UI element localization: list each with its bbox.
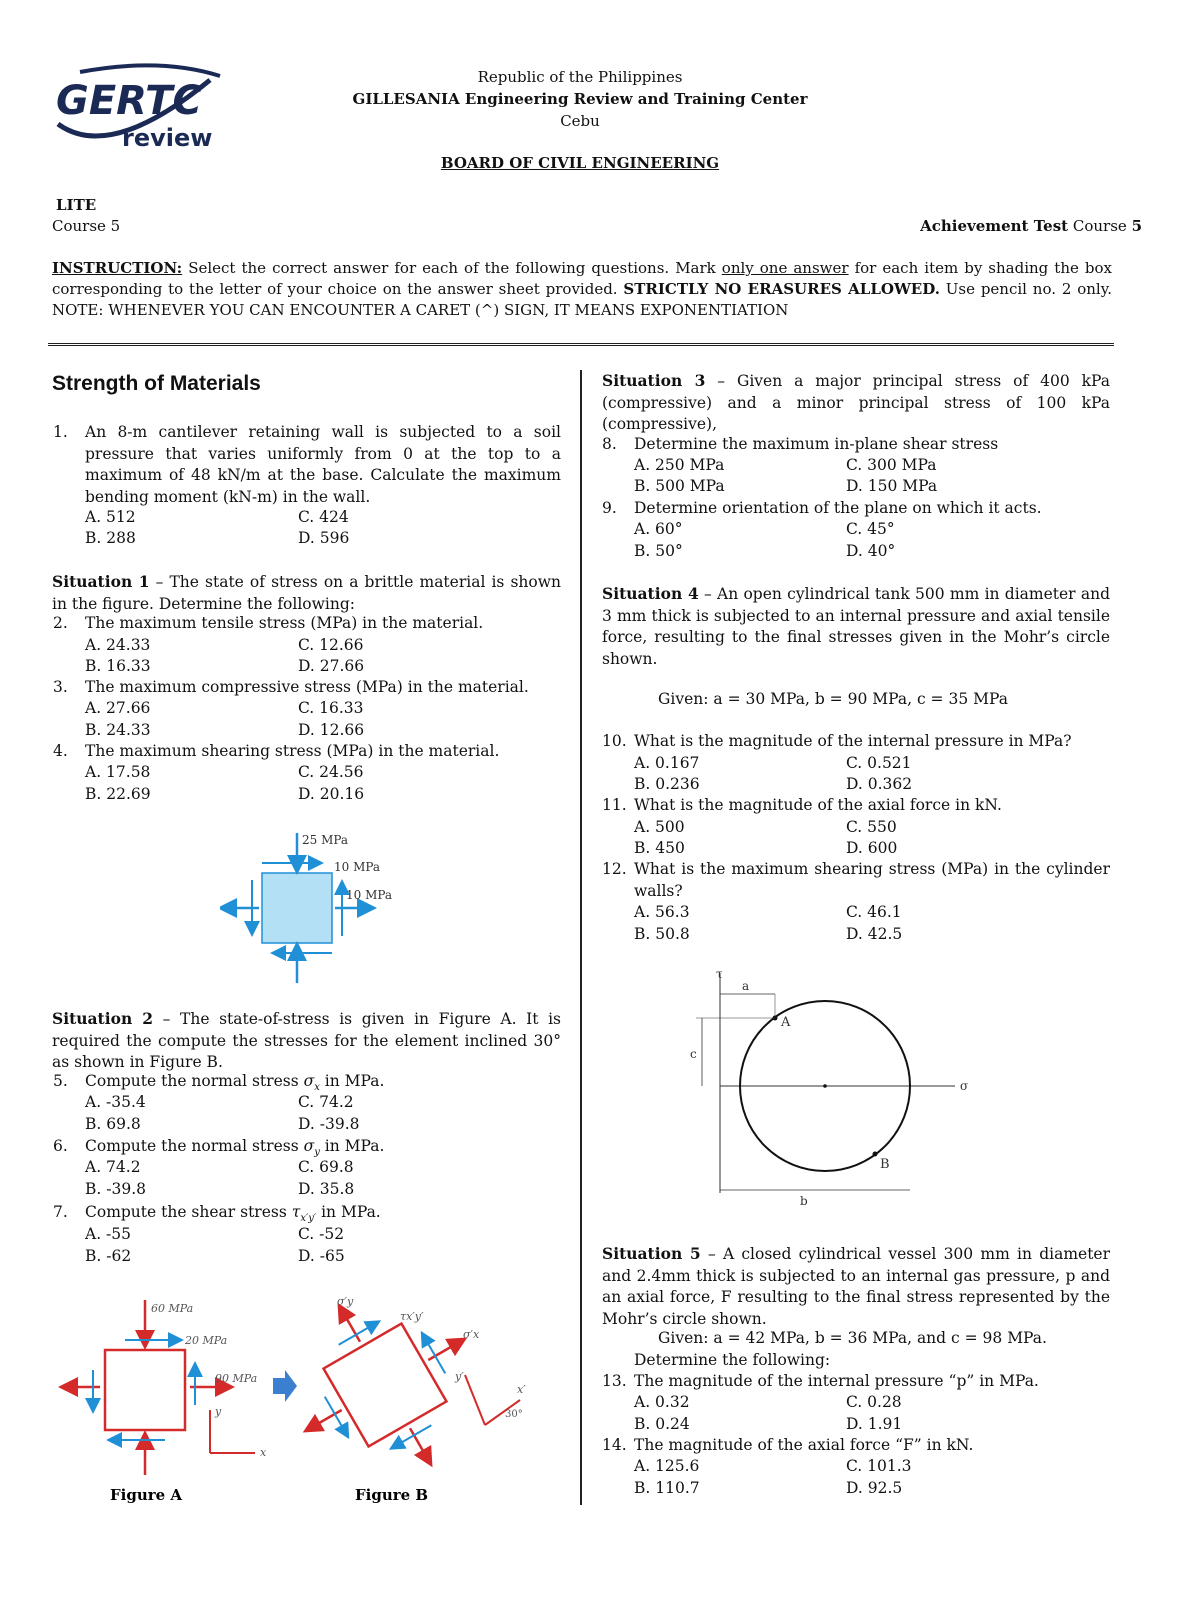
x-prime-label: x′	[517, 1383, 526, 1396]
figure-a	[63, 1300, 267, 1504]
stress-element-figure	[220, 828, 420, 988]
situation-4	[602, 583, 1110, 670]
option-d: D. -65	[298, 1247, 345, 1265]
situation-text: – An open cylindrical tank 500 mm in diameter and 3 mm thick is subjected to an internal pressure and axial tensile force, resulting to the final stresses given in the Mohr’s circle shown.	[602, 585, 1110, 668]
label-point-a: A	[781, 1015, 791, 1030]
label-b: b	[800, 1194, 808, 1208]
tau-label: τx′y′	[400, 1310, 424, 1323]
option-d: D. 42.5	[846, 925, 903, 943]
question-number: 11.	[602, 796, 627, 814]
option-d: D. 150 MPa	[846, 477, 938, 495]
situation-3	[602, 370, 1110, 436]
situation-label: Situation 3	[602, 371, 706, 390]
question-text: What is the magnitude of the axial force in kN.	[634, 796, 1002, 814]
option-c: C. 300 MPa	[846, 456, 937, 474]
option-c: C. 101.3	[846, 1457, 912, 1475]
situation-label: Situation 2	[52, 1009, 154, 1028]
option-a: A. 17.58	[85, 763, 151, 781]
question-text: Compute the shear stress	[85, 1203, 287, 1221]
label-25mpa: 25 MPa	[302, 833, 349, 847]
logo-text: GERTC	[56, 78, 202, 124]
option-b: B. 24.33	[85, 721, 151, 739]
question-text: Determine orientation of the plane on which it acts.	[634, 499, 1042, 517]
question-post: in MPa.	[321, 1203, 381, 1221]
option-b: B. 0.24	[634, 1415, 690, 1433]
option-b: B. -62	[85, 1247, 132, 1265]
question-number: 4.	[53, 742, 68, 760]
situation-text: – The state of stress on a brittle material is shown in the figure. Determine the following:	[52, 573, 561, 613]
question-text: The maximum tensile stress (MPa) in the material.	[85, 614, 484, 632]
symbol-sub: x′y′	[300, 1213, 317, 1225]
option-a: A. 56.3	[634, 903, 690, 921]
given-4: Given: a = 30 MPa, b = 90 MPa, c = 35 MPa	[658, 690, 1008, 708]
question-8	[602, 434, 999, 456]
option-a: A. -55	[85, 1225, 132, 1243]
given-5: Given: a = 42 MPa, b = 36 MPa, and c = 98 MPa.	[658, 1329, 1047, 1347]
question-number: 3.	[53, 678, 68, 696]
option-d: D. 92.5	[846, 1479, 903, 1497]
test-label: Achievement Test	[920, 217, 1069, 235]
label-point-b: B	[880, 1157, 890, 1172]
option-b: B. 22.69	[85, 785, 151, 803]
question-text: Compute the normal stress	[85, 1072, 299, 1090]
option-a: A. 24.33	[85, 636, 151, 654]
question-text: The maximum shearing stress (MPa) in the material.	[85, 742, 500, 760]
achievement-test	[920, 215, 1142, 237]
option-d: D. 1.91	[846, 1415, 903, 1433]
situation-text: – A closed cylindrical vessel 300 mm in diameter and 2.4mm thick is subjected to an internal gas pressure, p and an axial force, F resulting to the final stress represented by the Mohr’s circle shown.	[602, 1245, 1111, 1328]
question-3	[53, 677, 529, 699]
situation-label: Situation 1	[52, 572, 150, 591]
symbol-sub: y	[314, 1147, 320, 1159]
y-prime-label: y′	[455, 1370, 464, 1383]
question-14	[602, 1435, 974, 1457]
question-text: The magnitude of the axial force “F” in kN.	[634, 1436, 974, 1454]
point-b	[873, 1152, 878, 1157]
label-a: a	[742, 979, 750, 993]
option-b: B. 50.8	[634, 925, 690, 943]
situation-text: – Given a major principal stress of 400 kPa (compressive) and a minor principal stress of 100 kPa (compressive),	[602, 372, 1111, 433]
option-c: C. 45°	[846, 520, 895, 538]
label-20mpa: 20 MPa	[185, 1334, 228, 1347]
figure-a-caption: Figure A	[110, 1486, 183, 1504]
logo	[50, 62, 225, 162]
situation-1	[52, 571, 561, 615]
center-name: GILLESANIA Engineering Review and Training Center	[352, 90, 808, 108]
question-number: 8.	[602, 435, 617, 453]
option-b: B. -39.8	[85, 1180, 146, 1198]
option-c: C. 12.66	[298, 636, 364, 654]
question-number: 9.	[602, 499, 617, 517]
test-num: 5	[1131, 217, 1142, 235]
question-number: 5.	[53, 1072, 68, 1090]
option-b: B. 110.7	[634, 1479, 700, 1497]
question-text: Compute the normal stress	[85, 1137, 299, 1155]
angle-label: 30°	[505, 1409, 523, 1420]
option-d: D. -39.8	[298, 1115, 360, 1133]
situation-label: Situation 4	[602, 584, 699, 603]
label-10mpa-normal: 10 MPa	[346, 888, 393, 902]
test-course: Course	[1072, 217, 1127, 235]
option-c: C. 46.1	[846, 903, 902, 921]
question-11	[602, 795, 1002, 817]
figure-b-caption: Figure B	[355, 1486, 429, 1504]
question-text: The maximum compressive stress (MPa) in the material.	[85, 678, 529, 696]
option-a: A. 125.6	[634, 1457, 700, 1475]
option-d: D. 0.362	[846, 775, 913, 793]
option-a: A. 60°	[634, 520, 683, 538]
option-c: C. 0.521	[846, 754, 912, 772]
instruction-label: INSTRUCTION:	[52, 259, 183, 277]
option-c: C. 0.28	[846, 1393, 902, 1411]
option-d: D. 596	[298, 529, 350, 547]
option-a: A. 0.32	[634, 1393, 690, 1411]
option-b: B. 16.33	[85, 657, 151, 675]
question-number: 2.	[53, 614, 68, 632]
arrow-icon	[273, 1370, 297, 1402]
symbol: σ	[303, 1137, 315, 1155]
option-b: B. 450	[634, 839, 685, 857]
option-b: B. 500 MPa	[634, 477, 725, 495]
option-d: D. 12.66	[298, 721, 365, 739]
question-10	[602, 731, 1072, 753]
determine-text: Determine the following:	[634, 1351, 831, 1369]
option-b: B. 50°	[634, 542, 683, 560]
mohrs-circle	[680, 968, 980, 1213]
question-12	[602, 859, 1110, 902]
question-text: The magnitude of the internal pressure “p” in MPa.	[634, 1372, 1039, 1390]
stress-element	[262, 873, 332, 943]
figure-b	[262, 1290, 526, 1505]
situation-label: Situation 5	[602, 1244, 701, 1263]
question-number: 1.	[53, 423, 68, 441]
sigma-x-label: σ′x	[463, 1328, 480, 1341]
column-divider	[580, 370, 582, 1505]
question-text: An 8-m cantilever retaining wall is subjected to a soil pressure that varies uniformly from 0 at the top to a maximum of 48 kN/m at the base. Calculate the maximum bending moment (kN-m) in the wall.	[85, 423, 561, 506]
lite-label: LITE	[56, 196, 97, 214]
situation-2	[52, 1008, 561, 1074]
city: Cebu	[560, 112, 600, 130]
option-c: C. -52	[298, 1225, 345, 1243]
option-d: D. 27.66	[298, 657, 365, 675]
x-axis-label: x	[260, 1446, 267, 1459]
question-1	[53, 422, 561, 508]
option-d: D. 600	[846, 839, 898, 857]
tau-axis-label: τ	[716, 968, 723, 981]
option-a: A. 512	[85, 508, 136, 526]
option-b: B. 288	[85, 529, 136, 547]
logo-sub: review	[122, 124, 213, 152]
option-d: D. 35.8	[298, 1180, 355, 1198]
question-number: 7.	[53, 1203, 68, 1221]
question-number: 6.	[53, 1137, 68, 1155]
question-number: 10.	[602, 732, 627, 750]
label-90mpa: 90 MPa	[215, 1372, 258, 1385]
sigma-axis-label: σ	[960, 1079, 969, 1093]
question-2	[53, 613, 484, 635]
logo-graphic	[50, 62, 225, 162]
symbol-sub: x	[314, 1082, 320, 1094]
option-a: A. 0.167	[634, 754, 700, 772]
question-text: What is the maximum shearing stress (MPa) in the cylinder walls?	[634, 860, 1110, 900]
instruction-only-one: only one answer	[721, 259, 849, 277]
instruction-text1: Select the correct answer for each of the following questions. Mark	[188, 259, 716, 277]
symbol: τ	[291, 1203, 301, 1221]
option-d: D. 20.16	[298, 785, 365, 803]
option-b: B. 0.236	[634, 775, 700, 793]
option-a: A. 74.2	[85, 1158, 141, 1176]
question-9	[602, 498, 1042, 520]
option-a: A. 27.66	[85, 699, 151, 717]
option-c: C. 69.8	[298, 1158, 354, 1176]
section-title: Strength of Materials	[52, 372, 261, 395]
option-c: C. 24.56	[298, 763, 364, 781]
label-c: c	[690, 1047, 697, 1061]
label-10mpa-shear: 10 MPa	[334, 860, 381, 874]
figures-a-b	[55, 1290, 555, 1505]
question-number: 13.	[602, 1372, 627, 1390]
option-a: A. -35.4	[85, 1093, 146, 1111]
course-label: Course 5	[52, 217, 121, 235]
board-title: BOARD OF CIVIL ENGINEERING	[440, 154, 720, 172]
question-13	[602, 1371, 1039, 1393]
instruction-text2: for each item by shading the box corresponding to the letter of your choice on the answer sheet provided.	[52, 259, 1112, 298]
question-post: in MPa.	[324, 1137, 385, 1155]
option-a: A. 500	[634, 818, 685, 836]
question-text: What is the magnitude of the internal pressure in MPa?	[634, 732, 1072, 750]
situation-text: – The state-of-stress is given in Figure A. It is required the compute the stresses for the element inclined 30° as shown in Figure B.	[52, 1010, 561, 1071]
situation-5	[602, 1243, 1110, 1330]
header-divider	[48, 343, 1114, 346]
question-post: in MPa.	[324, 1072, 385, 1090]
instruction	[52, 258, 1112, 321]
instruction-no-erasures: STRICTLY NO ERASURES ALLOWED.	[623, 280, 940, 298]
instruction-text3: Use pencil no. 2 only. NOTE: WHENEVER YOU CAN ENCOUNTER A CARET (^) SIGN, IT MEANS EXPONENTIATION	[52, 280, 1112, 319]
question-text: Determine the maximum in-plane shear stress	[634, 435, 999, 453]
option-d: D. 40°	[846, 542, 896, 560]
y-axis-label: y	[215, 1405, 222, 1418]
symbol: σ	[303, 1072, 315, 1090]
option-a: A. 250 MPa	[634, 456, 725, 474]
sigma-y-label: σ′y	[337, 1295, 354, 1308]
question-4	[53, 741, 500, 763]
republic: Republic of the Philippines	[477, 68, 683, 86]
option-c: C. 550	[846, 818, 897, 836]
question-number: 12.	[602, 860, 627, 878]
option-b: B. 69.8	[85, 1115, 141, 1133]
question-number: 14.	[602, 1436, 627, 1454]
option-c: C. 16.33	[298, 699, 364, 717]
option-c: C. 74.2	[298, 1093, 354, 1111]
option-c: C. 424	[298, 508, 349, 526]
label-60mpa: 60 MPa	[151, 1302, 194, 1315]
